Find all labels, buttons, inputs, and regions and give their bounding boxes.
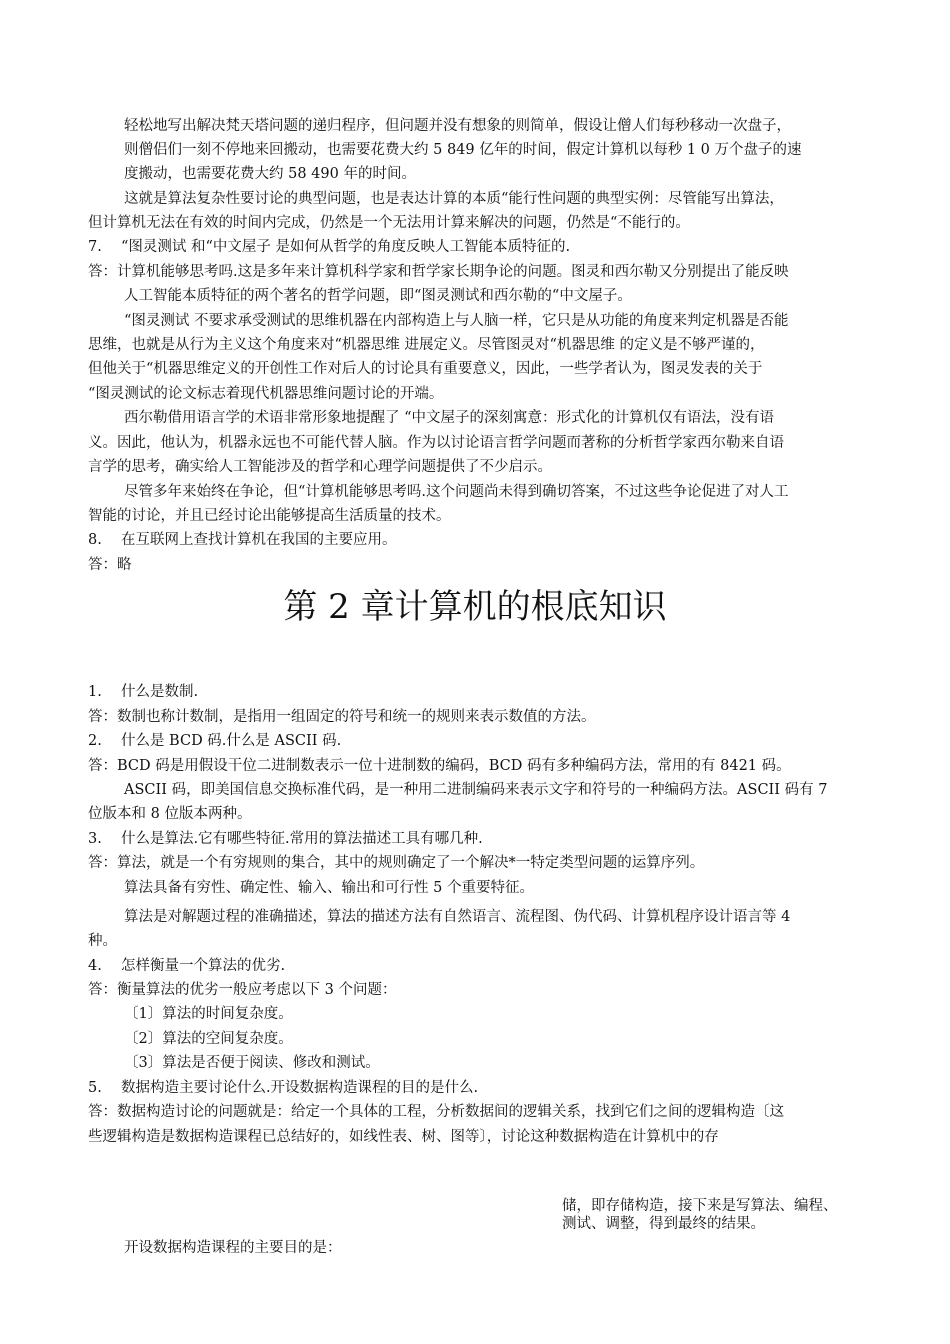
question-3: 3. 什么是算法.它有哪些特征.常用的算法描述工具有哪几种.: [88, 831, 483, 847]
question-2: 2. 什么是 BCD 码.什么是 ASCII 码.: [88, 733, 342, 749]
text-line: 言学的思考，确实给人工智能涉及的哲学和心理学问题提供了不少启示。: [88, 459, 552, 475]
question-1: 1. 什么是数制.: [88, 684, 199, 700]
chapter-title: 第 2 章计算机的根底知识: [283, 587, 667, 627]
question-8: 8. 在互联网上查找计算机在我国的主要应用。: [88, 532, 397, 548]
text-line: 但计算机无法在有效的时间内完成，仍然是一个无法用计算来解决的问题，仍然是“不能行的。: [88, 215, 690, 231]
text-line: 测试、调整，得到最终的结果。: [562, 1216, 765, 1232]
text-line: 智能的讨论，并且已经讨论出能够提高生活质量的技术。: [88, 508, 451, 524]
text-line: 思维，也就是从行为主义这个角度来对“机器思维 进展定义。尽管图灵对“机器思维 的定义是不够严谨的，: [88, 337, 765, 353]
text-line: 算法具备有穷性、确定性、输入、输出和可行性 5 个重要特征。: [124, 880, 534, 896]
question-7: 7. “图灵测试 和“中文屋子 是如何从哲学的角度反映人工智能本质特征的.: [88, 239, 571, 255]
text-line: “图灵测试的论文标志着现代机器思维问题讨论的开端。: [88, 386, 444, 402]
text-line: 但他关于“机器思维定义的开创性工作对后人的讨论具有重要意义，因此，一些学者认为，图灵发表的关于: [88, 361, 763, 377]
text-line: 些逻辑构造是数据构造课程已总结好的，如线性表、树、图等〕，讨论这种数据构造在计算机中的存: [88, 1129, 719, 1145]
text-line: 人工智能本质特征的两个著名的哲学问题，即“图灵测试和西尔勒的“中文屋子。: [124, 288, 632, 304]
answer-3: 答：算法，就是一个有穷规则的集合，其中的规则确定了一个解决*一特定类型问题的运算序列。: [88, 855, 705, 871]
list-item: 〔2〕算法的空间复杂度。: [124, 1031, 293, 1047]
list-item: 〔1〕算法的时间复杂度。: [124, 1006, 293, 1022]
text-line: 度搬动，也需要花费大约 58 490 年的时间。: [124, 166, 416, 182]
answer-2: 答：BCD 码是用假设干位二进制数表示一位十进制数的编码，BCD 码有多种编码方法，常用的有 8421 码。: [88, 758, 791, 774]
text-line: 义。因此，他认为，机器永远也不可能代替人脑。作为以讨论语言哲学问题而著称的分析哲学家西尔勒来自语: [88, 435, 784, 451]
answer-5: 答：数据构造讨论的问题就是：给定一个具体的工程，分析数据间的逻辑关系，找到它们之间的逻辑构造〔这: [88, 1104, 784, 1120]
answer-8: 答：略: [88, 557, 132, 573]
text-line: 轻松地写出解决梵天塔问题的递归程序，但问题并没有想象的则简单，假设让僧人们每秒移动一次盘子，: [124, 118, 791, 134]
text-line: 储，即存储构造，接下来是写算法、编程、: [562, 1198, 838, 1214]
text-line: 开设数据构造课程的主要目的是：: [124, 1240, 342, 1256]
text-line: 位版本和 8 位版本两种。: [88, 806, 252, 822]
text-line: 尽管多年来始终在争论，但“计算机能够思考吗.这个问题尚未得到确切答案，不过这些争论促进了对人工: [124, 484, 789, 500]
answer-7: 答：计算机能够思考吗.这是多年来计算机科学家和哲学家长期争论的问题。图灵和西尔勒又分别提出了能反映: [88, 264, 789, 280]
text-line: 算法是对解题过程的准确描述，算法的描述方法有自然语言、流程图、伪代码、计算机程序设计语言等 4: [124, 909, 791, 925]
text-line: 种。: [88, 933, 117, 949]
text-line: 则僧侣们一刻不停地来回搬动，也需要花费大约 5 849 亿年的时间，假定计算机以每秒 1 0 万个盘子的速: [124, 142, 802, 158]
text-line: 这就是算法复杂性要讨论的典型问题，也是表达计算的本质“能行性问题的典型实例：尽管能写出算法，: [124, 191, 784, 207]
text-line: ASCII 码，即美国信息交换标准代码，是一种用二进制编码来表示文字和符号的一种编码方法。ASCII 码有 7: [124, 782, 828, 798]
list-item: 〔3〕算法是否便于阅读、修改和测试。: [124, 1055, 380, 1071]
question-5: 5. 数据构造主要讨论什么.开设数据构造课程的目的是什么.: [88, 1080, 479, 1096]
text-line: 西尔勒借用语言学的术语非常形象地提醒了 “中文屋子的深刻寓意：形式化的计算机仅有语法，没有语: [124, 410, 775, 426]
text-line: “图灵测试 不要求承受测试的思维机器在内部构造上与人脑一样，它只是从功能的角度来判定机器是否能: [124, 313, 789, 329]
question-4: 4. 怎样衡量一个算法的优劣.: [88, 958, 286, 974]
answer-4: 答：衡量算法的优劣一般应考虑以下 3 个问题：: [88, 982, 397, 998]
answer-1: 答：数制也称计数制，是指用一组固定的符号和统一的规则来表示数值的方法。: [88, 709, 596, 725]
